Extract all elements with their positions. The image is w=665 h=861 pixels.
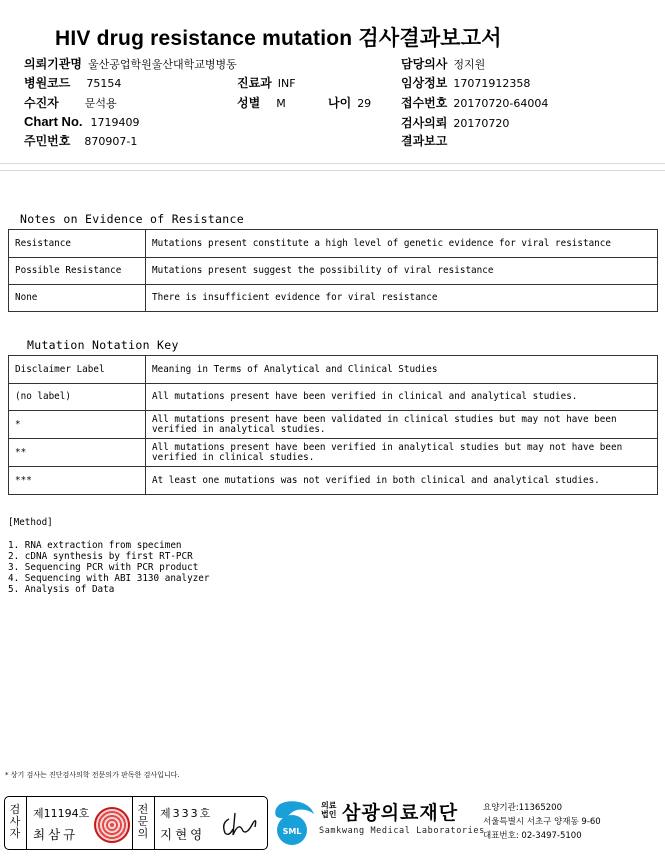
notation-text: All mutations present have been verified in analytical studies but may not have been verified in clinical studies. <box>146 439 658 467</box>
method-title: [Method] <box>8 517 53 528</box>
header-doctor: 담당의사 정지원 <box>401 57 486 71</box>
org-address: 서울특별시 서초구 양재동 9-60 <box>483 817 601 827</box>
header-sex: 성별 M <box>237 96 286 110</box>
header-receipt: 접수번호 20170720-64004 <box>401 96 549 110</box>
evidence-table <box>8 229 658 312</box>
signature-icon <box>219 809 261 839</box>
evidence-label: Resistance <box>9 230 146 258</box>
notation-text: At least one mutations was not verified in both clinical and analytical studies. <box>146 467 658 495</box>
method-step: 2. cDNA synthesis by first RT-PCR <box>8 551 193 562</box>
examiner-license: 제11194호 <box>33 807 90 820</box>
notation-label: (no label) <box>9 384 146 411</box>
notation-label: * <box>9 411 146 439</box>
header-report: 결과보고 <box>401 134 448 148</box>
org-code: 요양기관:11365200 <box>483 803 562 813</box>
table-row <box>9 467 658 495</box>
org-tag: 의료 법인 <box>321 801 337 819</box>
evidence-label: Possible Resistance <box>9 258 146 285</box>
table-row <box>9 230 658 258</box>
table-header-row <box>9 356 658 384</box>
notation-label: ** <box>9 439 146 467</box>
footnote: * 상기 검사는 진단검사의학 전문의가 판독한 검사입니다. <box>5 771 180 779</box>
examiner-name: 최삼규 <box>33 827 79 842</box>
reader-license: 제333호 <box>160 807 213 820</box>
notation-header-label: Disclaimer Label <box>9 356 146 384</box>
divider <box>154 797 155 849</box>
divider <box>26 797 27 849</box>
table-row <box>9 285 658 312</box>
notation-label: *** <box>9 467 146 495</box>
method-step: 1. RNA extraction from specimen <box>8 540 182 551</box>
svg-text:SML: SML <box>282 827 302 836</box>
header-divider-2 <box>0 170 665 171</box>
reader-label: 전문의 <box>137 803 149 840</box>
notation-text: All mutations present have been validated in clinical studies but may not have been verified in analytical studies. <box>146 411 658 439</box>
header-institution: 의뢰기관명 울산공업학원울산대학교병병동 <box>24 57 237 71</box>
header-hospital-code: 병원코드 75154 <box>24 76 122 90</box>
evidence-title: Notes on Evidence of Resistance <box>20 212 244 226</box>
reader-name: 지현영 <box>160 827 206 842</box>
notation-table <box>8 355 658 495</box>
table-row <box>9 439 658 467</box>
table-row <box>9 258 658 285</box>
method-step: 4. Sequencing with ABI 3130 analyzer <box>8 573 210 584</box>
evidence-label: None <box>9 285 146 312</box>
divider <box>132 797 133 849</box>
header-age: 나이 29 <box>328 96 372 110</box>
seal-stamp-icon <box>94 807 130 843</box>
signature-box <box>4 796 268 850</box>
notation-text: All mutations present have been verified in clinical and analytical studies. <box>146 384 658 411</box>
org-name: 삼광의료재단 <box>342 802 459 824</box>
table-row <box>9 384 658 411</box>
header-chart-no: Chart No. 1719409 <box>24 114 140 129</box>
header-patient: 수진자 문석용 <box>24 96 117 110</box>
examiner-label: 검사자 <box>9 803 21 840</box>
sml-logo-icon <box>270 798 320 848</box>
header-request: 검사의뢰 20170720 <box>401 116 510 130</box>
table-row <box>9 411 658 439</box>
header-dept: 진료과 INF <box>237 76 296 90</box>
notation-header-text: Meaning in Terms of Analytical and Clinical Studies <box>146 356 658 384</box>
header-divider <box>0 163 665 164</box>
method-step: 5. Analysis of Data <box>8 584 115 595</box>
org-english-name: Samkwang Medical Laboratories <box>319 826 485 836</box>
header-rrn: 주민번호 870907-1 <box>24 134 138 148</box>
evidence-text: Mutations present constitute a high level of genetic evidence for viral resistance <box>146 230 658 258</box>
report-title: HIV drug resistance mutation 검사결과보고서 <box>55 27 502 50</box>
org-phone: 대표번호: 02-3497-5100 <box>483 831 582 841</box>
evidence-text: Mutations present suggest the possibility of viral resistance <box>146 258 658 285</box>
header-clinical-info: 임상정보 17071912358 <box>401 76 531 90</box>
notation-title: Mutation Notation Key <box>27 338 179 352</box>
method-step: 3. Sequencing PCR with PCR product <box>8 562 199 573</box>
evidence-text: There is insufficient evidence for viral resistance <box>146 285 658 312</box>
